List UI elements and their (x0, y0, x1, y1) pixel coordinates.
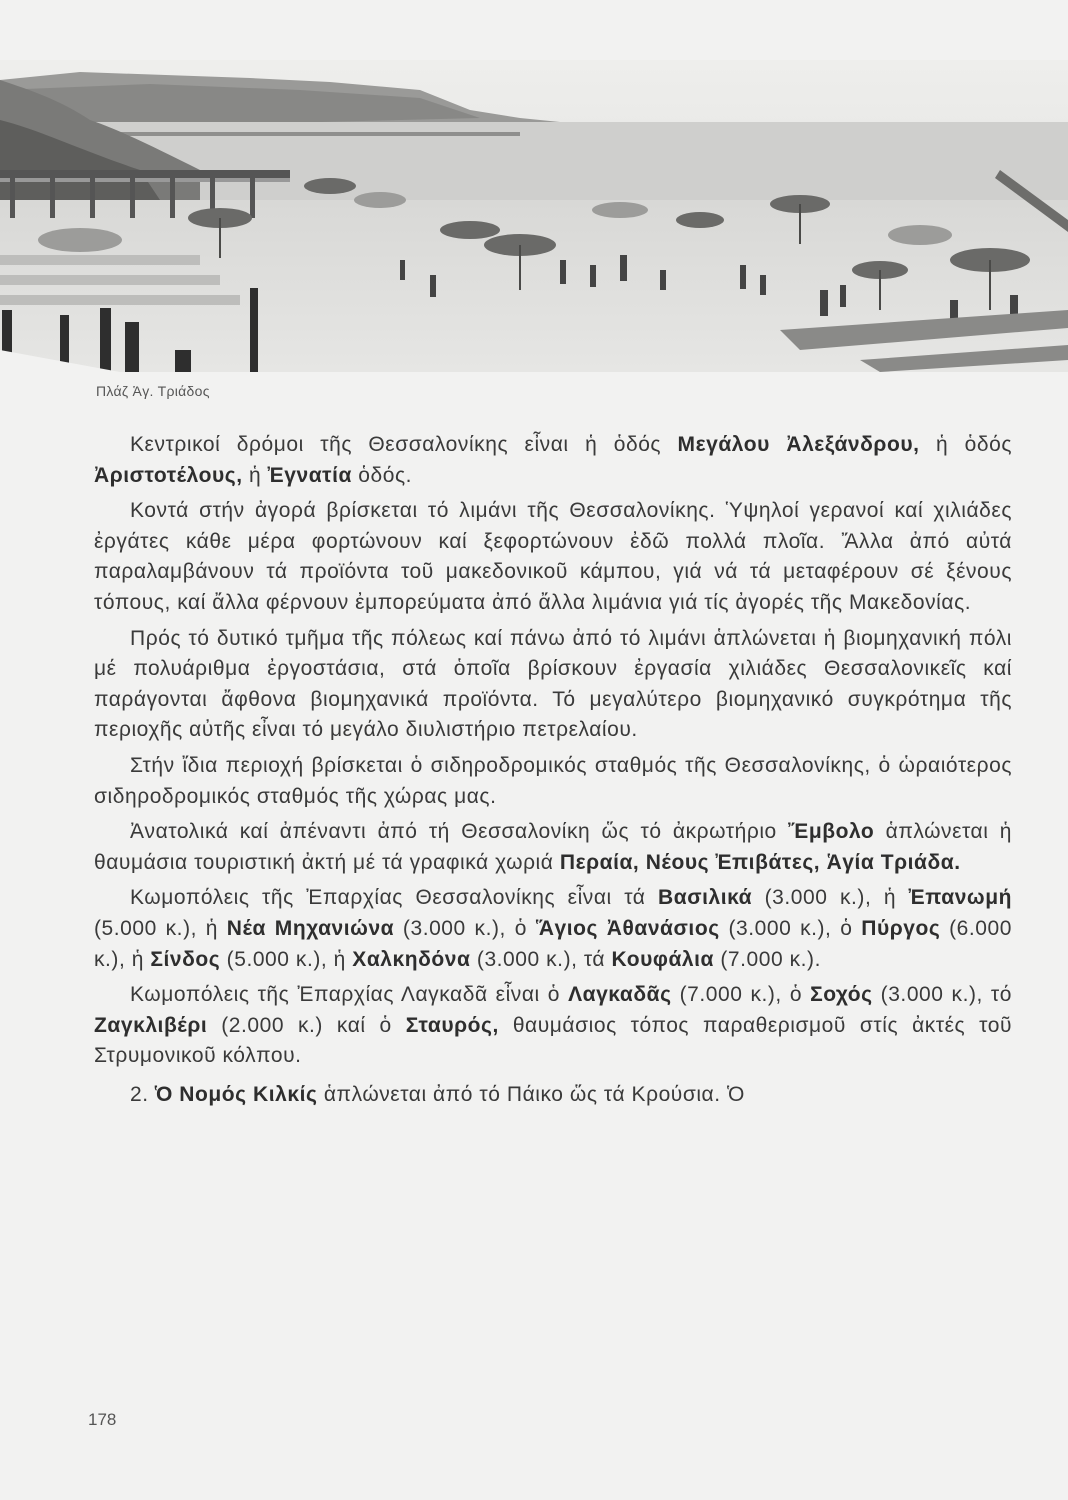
text-run: θαυμάσιος τόπος παραθερισμοῦ στίς ἀκτές τοῦ Στρυμονικοῦ κόλπου. (94, 1013, 1012, 1068)
bold-term: Ἔμβολο (788, 820, 875, 844)
text-run: Ἀνατολικά καί ἀπέναντι ἀπό τή Θεσσαλονίκη ὥς τό ἀκρωτήριο (130, 820, 789, 844)
bold-term: Ὁ Νομός Κιλκίς (155, 1082, 318, 1106)
bold-term: Περαία, Νέους Ἐπιβάτες, Ἁγία Τριάδα. (559, 850, 961, 874)
bold-term: Νέα Μηχανιώνα (226, 916, 395, 940)
paragraph (94, 980, 1012, 1072)
page-number: 178 (88, 1410, 117, 1429)
text-run: Κωμοπόλεις τῆς Ἐπαρχίας Λαγκαδᾶ εἶναι ὁ (130, 983, 569, 1007)
body-text (94, 430, 1012, 1115)
bold-term: Ἐγνατία (267, 463, 352, 487)
text-run: ἡ ὁδός (919, 433, 1012, 456)
bold-term: Σίνδος (150, 947, 221, 971)
text-run: (5.000 κ.), ἡ (94, 916, 227, 940)
paragraph (94, 751, 1012, 812)
paragraph (94, 496, 1012, 618)
bold-term: Χαλκηδόνα (352, 947, 471, 971)
bold-term: Πύργος (861, 916, 941, 940)
text-run: (3.000 κ.), τά (470, 947, 612, 971)
text-run: Κοντά στήν ἀγορά βρίσκεται τό λιμάνι τῆς Θεσσαλονίκης. Ὑψηλοί γερανοί καί χιλιάδες ἐργάτες κάθε μέρα φορτώνουν καί ξεφορτώνουν ἐδῶ πολλά πλοῖα. Ἄλλα ἀπό αὐτά παραλαμβάνουν τά προϊόντα τοῦ μακεδονικοῦ κάμπου, γιά νά τά μεταφέρουν σέ ξένους τόπους, καί ἄλλα φέρνουν ἐμπορεύματα ἀπό ἄλλα λιμάνια γιά τίς ἀγορές τῆς Μακεδονίας. (94, 499, 1012, 614)
bold-term: Κουφάλια (611, 947, 714, 971)
text-run: 2. (130, 1082, 155, 1106)
text-run: Κωμοπόλεις τῆς Ἐπαρχίας Θεσσαλονίκης εἶναι τά (130, 886, 659, 910)
text-run: ὁδός. (351, 463, 413, 487)
bold-term: Βασιλικά (658, 886, 753, 910)
text-run: (3.000 κ.), ἡ (752, 886, 909, 910)
text-run: Στήν ἴδια περιοχή βρίσκεται ὁ σιδηροδρομικός σταθμός τῆς Θεσσαλονίκης, ὁ ὡραιότερος σιδηροδρομικός σταθμός τῆς χώρας μας. (94, 753, 1012, 808)
text-run: (7.000 κ.), ὁ (671, 983, 811, 1007)
paragraph (94, 624, 1012, 746)
bold-term: Σταυρός, (405, 1013, 499, 1037)
text-run: (3.000 κ.), ὁ (719, 916, 862, 940)
text-run: (2.000 κ.) καί ὁ (207, 1013, 406, 1037)
bold-term: Ἐπανωμή (908, 886, 1012, 910)
bold-term: Ἀριστοτέλους, (94, 463, 243, 487)
text-run: Κεντρικοί δρόμοι τῆς Θεσσαλονίκης εἶναι ἡ ὁδός (130, 433, 678, 456)
text-run: (3.000 κ.), τό (872, 983, 1013, 1007)
photo-caption: Πλάζ Ἁγ. Τριάδος (96, 383, 210, 399)
bold-term: Μεγάλου Ἀλεξάνδρου, (677, 433, 920, 456)
paragraph (94, 817, 1012, 878)
text-run: Πρός τό δυτικό τμῆμα τῆς πόλεως καί πάνω ἀπό τό λιμάνι ἁπλώνεται ἡ βιομηχανική πόλι μέ πολυάριθμα ἐργοστάσια, στά ὁποῖα βρίσκουν ἐργασία χιλιάδες Θεσσαλονικεῖς καί παράγονται ἄφθονα βιομηχανικά προϊόντα. Τό μεγαλύτερο βιομηχανικό συγκρότημα τῆς περιοχῆς αὐτῆς εἶναι τό μεγάλο διυλιστήριο πετρελαίου. (94, 626, 1012, 742)
paragraph (94, 430, 1012, 491)
text-run: (6.000 κ.), ἡ (94, 916, 1012, 971)
bold-term: Λαγκαδᾶς (568, 983, 672, 1007)
text-run: ἁπλώνεται ἀπό τό Πάικο ὥς τά Κρούσια. Ὁ (317, 1082, 745, 1106)
paragraph (94, 883, 1012, 975)
bold-term: Ἅγιος Ἀθανάσιος (535, 916, 720, 940)
text-run: (3.000 κ.), ὁ (394, 916, 536, 940)
text-run: ἡ (242, 463, 268, 487)
bold-term: Ζαγκλιβέρι (94, 1013, 208, 1037)
text-run: (5.000 κ.), ἡ (220, 947, 353, 971)
text-run: ἁπλώνεται ἡ θαυμάσια τουριστική ἀκτή μέ τά γραφικά χωριά (94, 820, 1012, 874)
text-run: (7.000 κ.). (714, 947, 821, 971)
paragraph (94, 1080, 1012, 1111)
beach-photo (0, 60, 1068, 372)
bold-term: Σοχός (810, 983, 873, 1007)
